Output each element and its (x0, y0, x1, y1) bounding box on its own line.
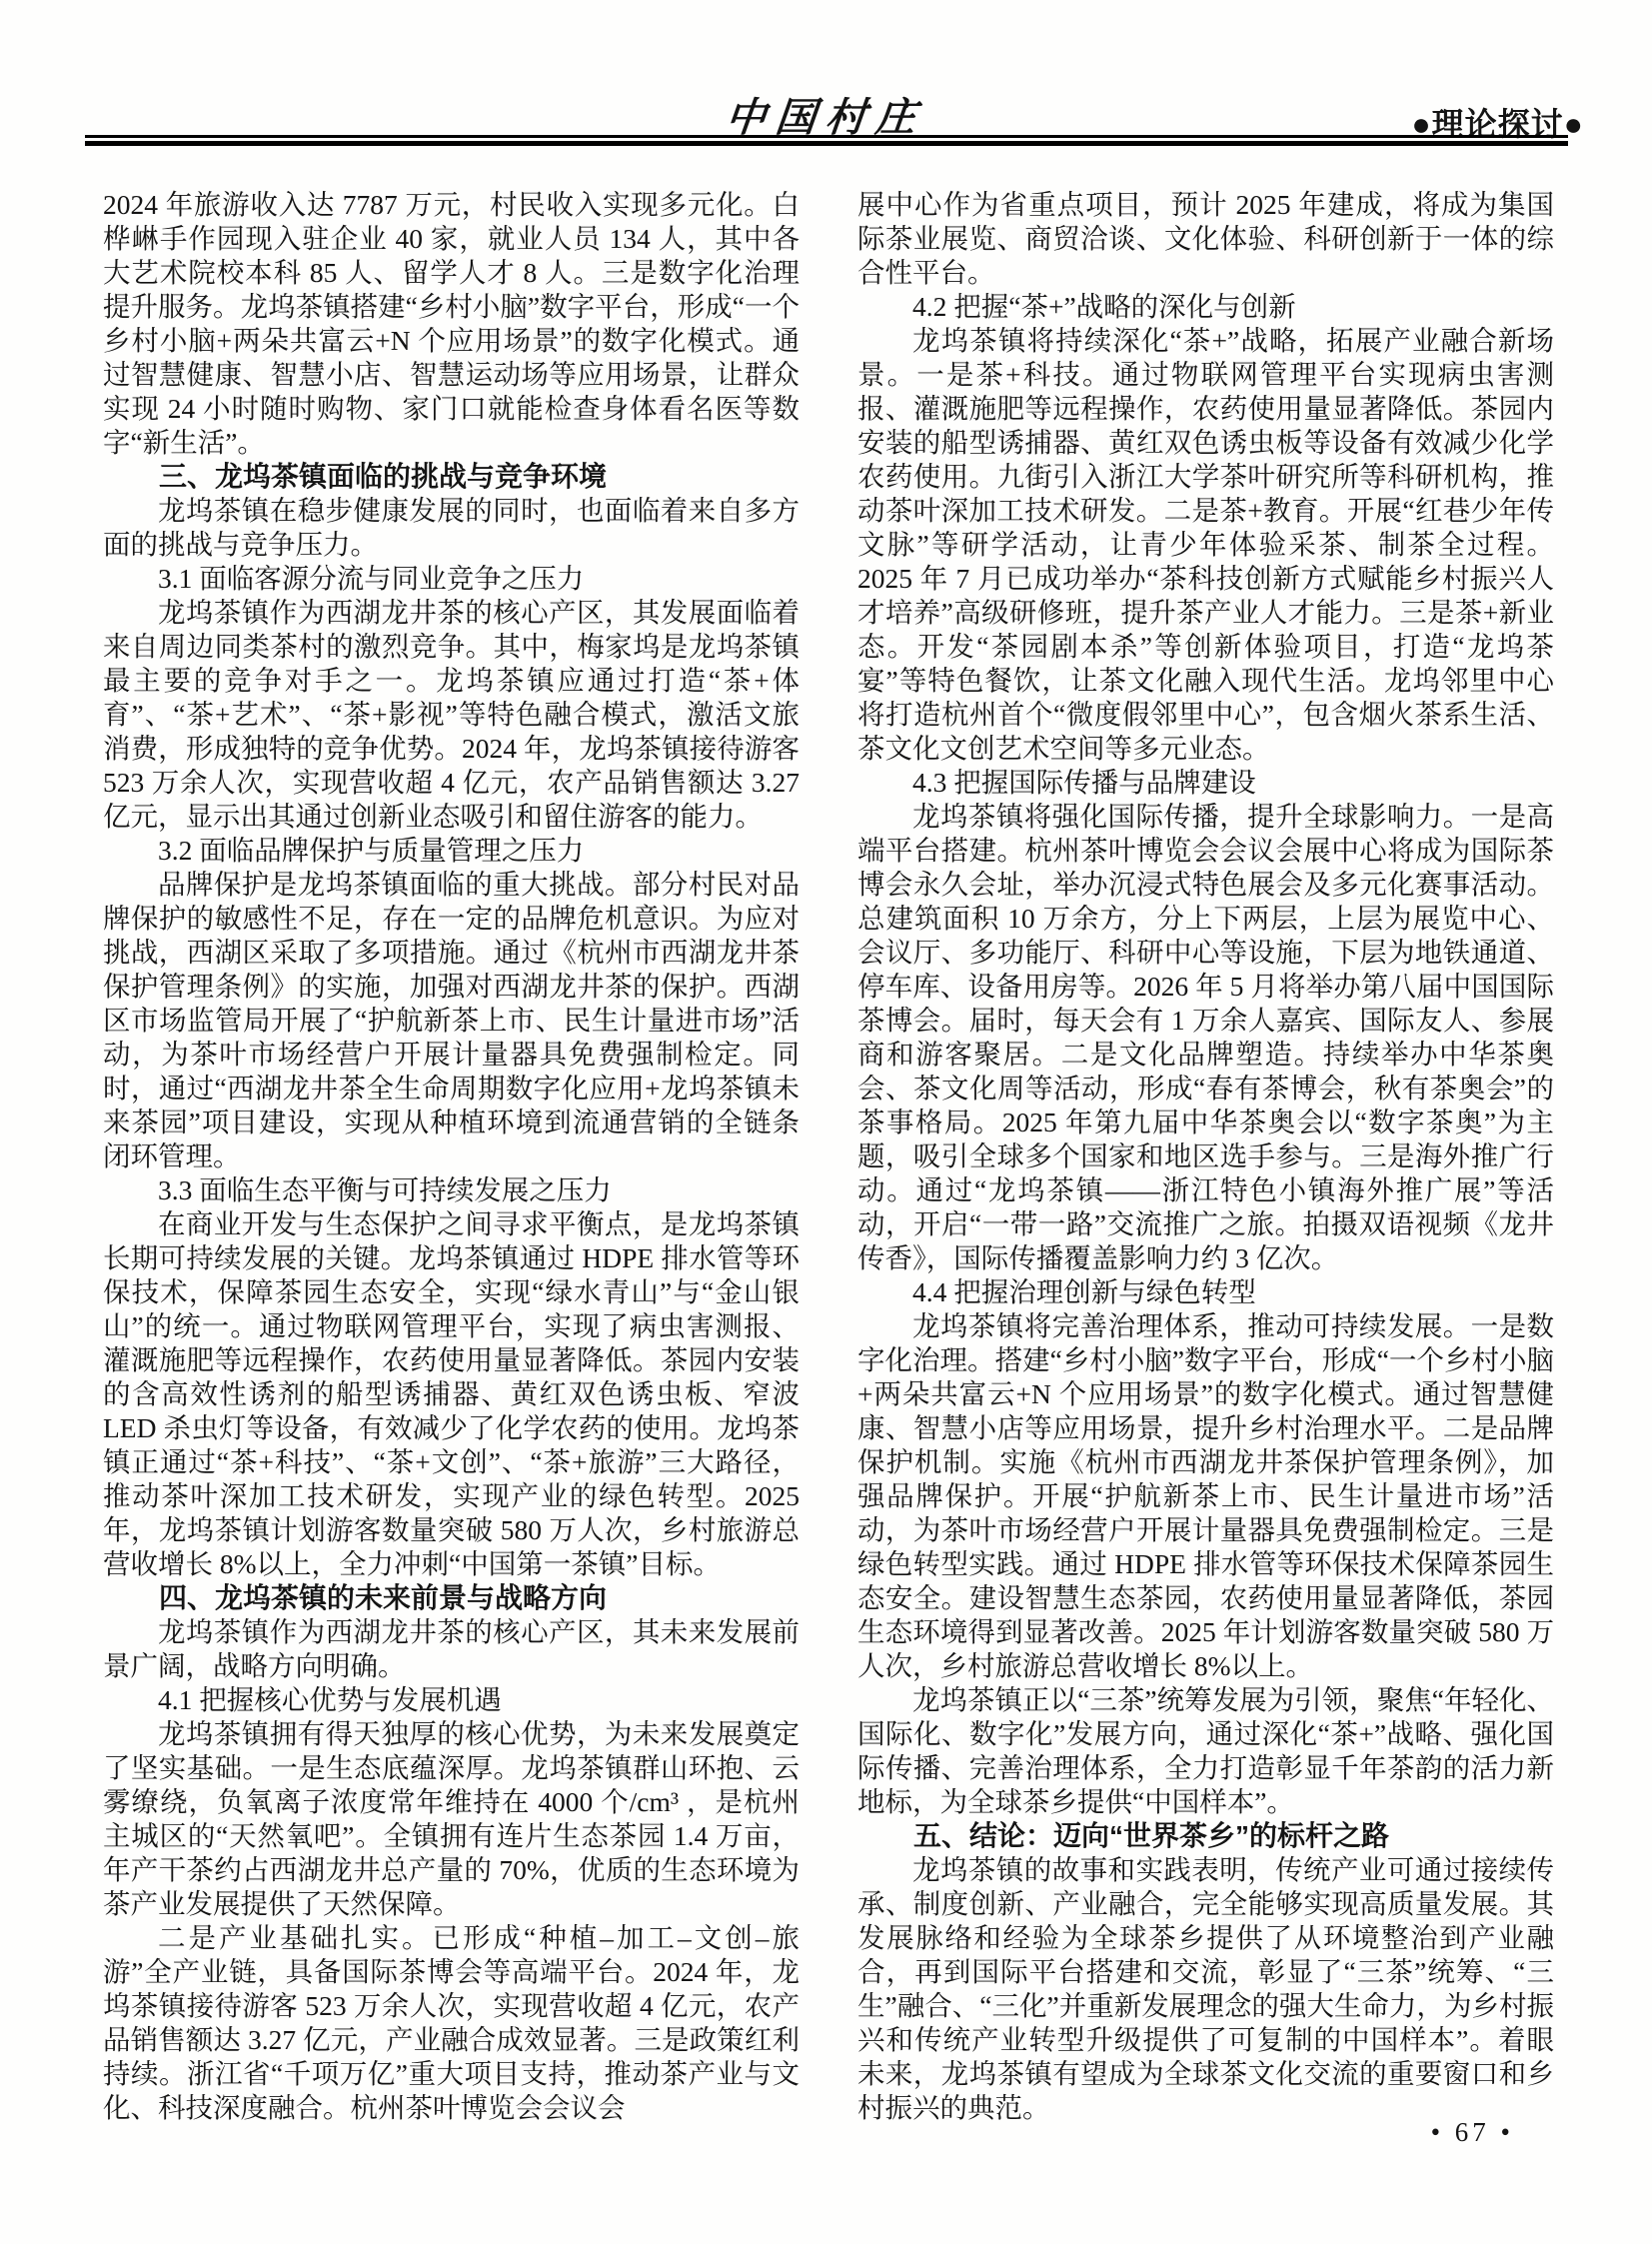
subsection-heading: 4.3 把握国际传播与品牌建设 (912, 767, 1256, 798)
page-number: • 67 • (1430, 2117, 1514, 2147)
section-heading: 五、结论：迈向“世界茶乡”的标杆之路 (913, 1820, 1390, 1851)
subsection-heading: 4.2 把握“茶+”战略的深化与创新 (912, 291, 1296, 322)
paragraph: 龙坞茶镇作为西湖龙井茶的核心产区，其发展面临着来自周边同类茶村的激烈竞争。其中，梅家坞是龙坞茶镇最主要的竞争对手之一。龙坞茶镇应通过打造“茶+体育”、“茶+艺术”、“茶+影视”等特色融合模式，激活文旅消费，形成独特的竞争优势。2024 年，龙坞茶镇接待游客 523 万余人次，实现营收超 4 亿元，农产品销售额达 3.27 亿元，显示出其通过创新业态吸引和留住游客的能力。 (103, 597, 800, 832)
paragraph: 龙坞茶镇的故事和实践表明，传统产业可通过接续传承、制度创新、产业融合，完全能够实现高质量发展。其发展脉络和经验为全球茶乡提供了从环境整治到产业融合，再到国际平台搭建和交流，彰显了“三茶”统筹、“三生”融合、“三化”并重新发展理念的强大生命力，为乡村振兴和传统产业转型升级提供了可复制的中国样本”。着眼未来，龙坞茶镇有望成为全球茶文化交流的重要窗口和乡村振兴的典范。 (857, 1854, 1554, 2123)
section-heading: 四、龙坞茶镇的未来前景与战略方向 (159, 1582, 608, 1613)
section-label: ●理论探讨● (1411, 106, 1584, 142)
subsection-heading: 4.1 把握核心优势与发展机遇 (158, 1684, 502, 1715)
paragraph: 龙坞茶镇将强化国际传播，提升全球影响力。一是高端平台搭建。杭州茶叶博览会会议会展中心将成为国际茶博会永久会址，举办沉浸式特色展会及多元化赛事活动。总建筑面积 10 万余方，分上下两层，上层为展览中心、会议厅、多功能厅、科研中心等设施，下层为地铁通道、停车库、设备用房等。2026 年 5 月将举办第八届中国国际茶博会。届时，每天会有 1 万余人嘉宾、国际友人、参展商和游客聚居。二是文化品牌塑造。持续举办中华茶奥会、茶文化周等活动，形成“春有茶博会，秋有茶奥会”的茶事格局。2025 年第九届中华茶奥会以“数字茶奥”为主题，吸引全球多个国家和地区选手参与。三是海外推广行动。通过“龙坞茶镇——浙江特色小镇海外推广展”等活动，开启“一带一路”交流推广之旅。拍摄双语视频《龙井传香》，国际传播覆盖影响力约 3 亿次。 (857, 801, 1554, 1273)
subsection-heading: 3.1 面临客源分流与同业竞争之压力 (158, 563, 585, 594)
paragraph: 龙坞茶镇在稳步健康发展的同时，也面临着来自多方面的挑战与竞争压力。 (103, 495, 800, 560)
subsection-heading: 3.2 面临品牌保护与质量管理之压力 (158, 835, 585, 866)
header-rule (85, 135, 1568, 146)
paragraph: 二是产业基础扎实。已形成“种植–加工–文创–旅游”全产业链，具备国际茶博会等高端平台。2024 年，龙坞茶镇接待游客 523 万余人次，实现营收超 4 亿元，农产品销售额达 3.27 亿元，产业融合成效显著。三是政策红利持续。浙江省“千项万亿”重大项目支持，推动茶产业与文化、科技深度融合。杭州茶叶博览会会议会 (103, 1922, 800, 2123)
paragraph: 龙坞茶镇将持续深化“茶+”战略，拓展产业融合新场景。一是茶+科技。通过物联网管理平台实现病虫害测报、灌溉施肥等远程操作，农药使用量显著降低。茶园内安装的船型诱捕器、黄红双色诱虫板等设备有效减少化学农药使用。九街引入浙江大学茶叶研究所等科研机构，推动茶叶深加工技术研发。二是茶+教育。开展“红巷少年传文脉”等研学活动，让青少年体验采茶、制茶全过程。2025 年 7 月已成功举办“茶科技创新方式赋能乡村振兴人才培养”高级研修班，提升茶产业人才能力。三是茶+新业态。开发“茶园剧本杀”等创新体验项目，打造“龙坞茶宴”等特色餐饮，让茶文化融入现代生活。龙坞邻里中心将打造杭州首个“微度假邻里中心”，包含烟火茶系生活、茶文化文创艺术空间等多元业态。 (857, 325, 1554, 764)
right-column (857, 188, 1554, 2125)
paragraph: 品牌保护是龙坞茶镇面临的重大挑战。部分村民对品牌保护的敏感性不足，存在一定的品牌危机意识。为应对挑战，西湖区采取了多项措施。通过《杭州市西湖龙井茶保护管理条例》的实施，加强对西湖龙井茶的保护。西湖区市场监管局开展了“护航新茶上市、民生计量进市场”活动，为茶叶市场经营户开展计量器具免费强制检定。同时，通过“西湖龙井茶全生命周期数字化应用+龙坞茶镇未来茶园”项目建设，实现从种植环境到流通营销的全链条闭环管理。 (103, 869, 800, 1171)
subsection-heading: 4.4 把握治理创新与绿色转型 (912, 1276, 1256, 1307)
paragraph: 在商业开发与生态保护之间寻求平衡点，是龙坞茶镇长期可持续发展的关键。龙坞茶镇通过 HDPE 排水管等环保技术，保障茶园生态安全，实现“绿水青山”与“金山银山”的统一。通过物联网管理平台，实现了病虫害测报、灌溉施肥等远程操作，农药使用量显著降低。茶园内安装的含高效性诱剂的船型诱捕器、黄红双色诱虫板、窄波 LED 杀虫灯等设备，有效减少了化学农药的使用。龙坞茶镇正通过“茶+科技”、“茶+文创”、“茶+旅游”三大路径，推动茶叶深加工技术研发，实现产业的绿色转型。2025 年，龙坞茶镇计划游客数量突破 580 万人次，乡村旅游总营收增长 8%以上，全力冲刺“中国第一茶镇”目标。 (103, 1208, 800, 1579)
left-column (103, 188, 800, 2125)
journal-title: 中国村庄 (723, 94, 928, 141)
paragraph: 2024 年旅游收入达 7787 万元，村民收入实现多元化。白桦崊手作园现入驻企业 40 家，就业人员 134 人，其中各大艺术院校本科 85 人、留学人才 8 人。三是数字化治理提升服务。龙坞茶镇搭建“乡村小脑”数字平台，形成“一个乡村小脑+两朵共富云+N 个应用场景”的数字化模式。通过智慧健康、智慧小店、智慧运动场等应用场景，让群众实现 24 小时随时购物、家门口就能检查身体看名医等数字“新生活”。 (103, 189, 800, 458)
article-body (103, 188, 1554, 2125)
paragraph: 龙坞茶镇作为西湖龙井茶的核心产区，其未来发展前景广阔，战略方向明确。 (103, 1616, 800, 1681)
paragraph: 龙坞茶镇正以“三茶”统筹发展为引领，聚焦“年轻化、国际化、数字化”发展方向，通过深化“茶+”战略、强化国际传播、完善治理体系，全力打造彰显千年茶韵的活力新地标，为全球茶乡提供“中国样本”。 (857, 1684, 1554, 1817)
section-heading: 三、龙坞茶镇面临的挑战与竞争环境 (159, 461, 608, 492)
paragraph: 龙坞茶镇拥有得天独厚的核心优势，为未来发展奠定了坚实基础。一是生态底蕴深厚。龙坞茶镇群山环抱、云雾缭绕，负氧离子浓度常年维持在 4000 个/cm³ ，是杭州主城区的“天然氧吧”。全镇拥有连片生态茶园 1.4 万亩，年产干茶约占西湖龙井总产量的 70%，优质的生态环境为茶产业发展提供了天然保障。 (103, 1718, 800, 1919)
paragraph: 展中心作为省重点项目，预计 2025 年建成，将成为集国际茶业展览、商贸洽谈、文化体验、科研创新于一体的综合性平台。 (857, 189, 1554, 288)
paragraph: 龙坞茶镇将完善治理体系，推动可持续发展。一是数字化治理。搭建“乡村小脑”数字平台，形成“一个乡村小脑+两朵共富云+N 个应用场景”的数字化模式。通过智慧健康、智慧小店等应用场景，提升乡村治理水平。二是品牌保护机制。实施《杭州市西湖龙井茶保护管理条例》，加强品牌保护。开展“护航新茶上市、民生计量进市场”活动，为茶叶市场经营户开展计量器具免费强制检定。三是绿色转型实践。通过 HDPE 排水管等环保技术保障茶园生态安全。建设智慧生态茶园，农药使用量显著降低，茶园生态环境得到显著改善。2025 年计划游客数量突破 580 万人次，乡村旅游总营收增长 8%以上。 (857, 1310, 1554, 1681)
subsection-heading: 3.3 面临生态平衡与可持续发展之压力 (158, 1174, 612, 1205)
